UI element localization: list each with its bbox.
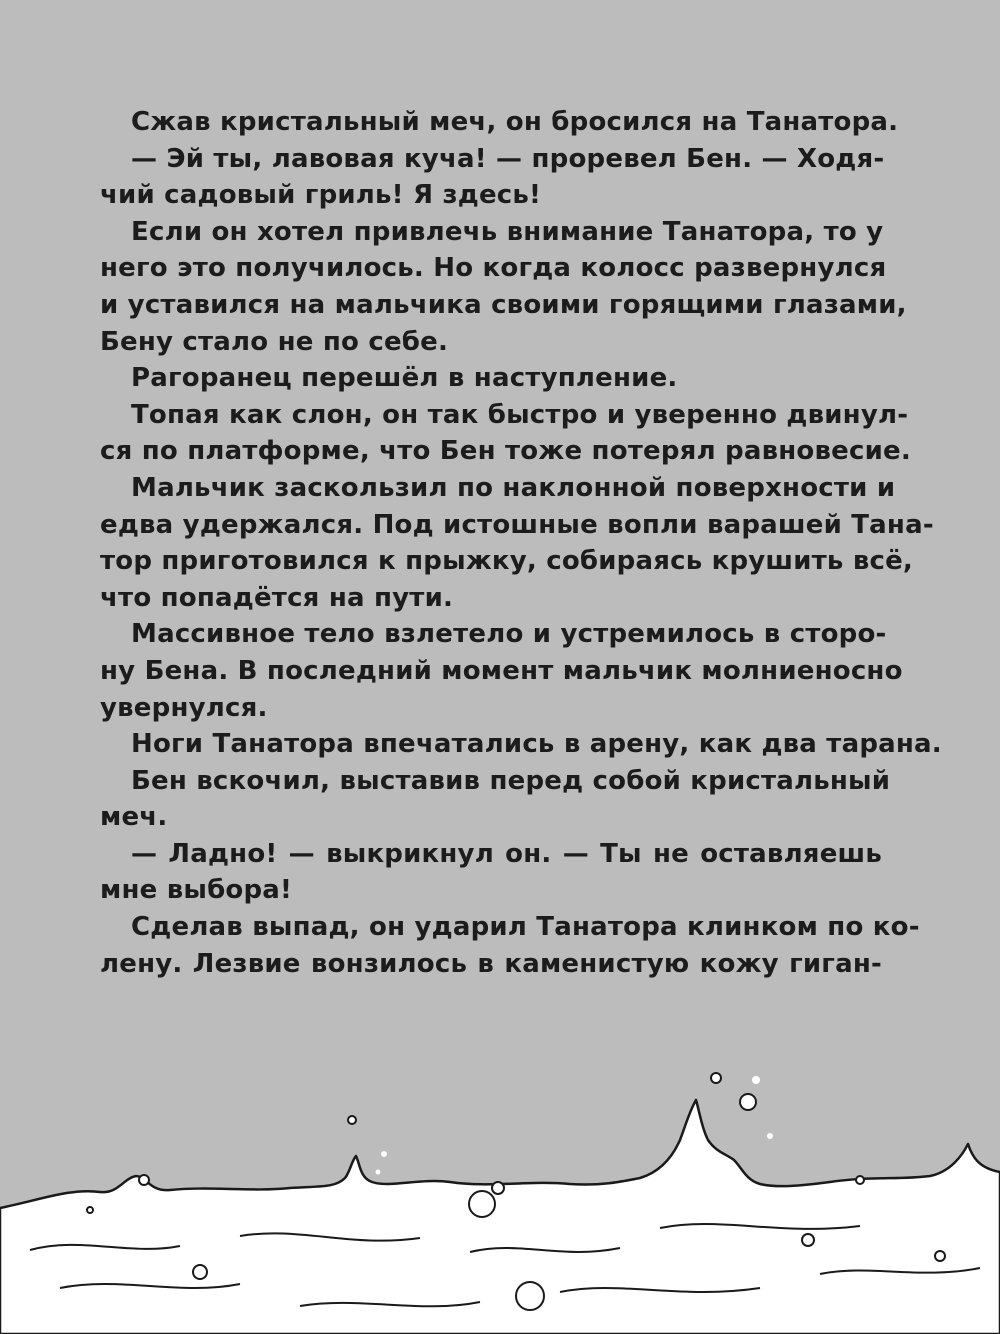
text-line: Бен вскочил, выставив перед собой кристальный xyxy=(131,765,891,796)
body-text xyxy=(100,104,942,982)
text-line: меч. xyxy=(100,802,168,833)
text-line: едва удержался. Под истошные вопли варашей Тана- xyxy=(100,509,934,540)
lava-splash-icon xyxy=(0,1060,1000,1334)
text-line: Сделав выпад, он ударил Танатора клинком по ко- xyxy=(131,912,920,943)
text-line: Ноги Танатора впечатались в арену, как два тарана. xyxy=(131,729,942,760)
text-line: Если он хотел привлечь внимание Танатора, то у xyxy=(131,216,884,247)
text-line: Рагоранец перешёл в наступление. xyxy=(131,363,678,394)
text-line: Бену стало не по себе. xyxy=(100,326,449,357)
text-line: Массивное тело взлетело и устремилось в сторо- xyxy=(131,619,887,650)
text-line: мне выбора! xyxy=(100,875,293,906)
text-line: него это получилось. Но когда колосс развернулся xyxy=(100,253,887,284)
text-line: чий садовый гриль! Я здесь! xyxy=(100,180,542,211)
text-line: Сжав кристальный меч, он бросился на Танатора. xyxy=(131,107,899,137)
text-line: — Эй ты, лавовая куча! — проревел Бен. — Ходя- xyxy=(131,143,885,174)
text-line: Топая как слон, он так быстро и уверенно двинул- xyxy=(131,399,909,430)
text-line: — Ладно! — выкрикнул он. — Ты не оставляешь xyxy=(131,838,882,869)
text-line: ся по платформе, что Бен тоже потерял равновесие. xyxy=(100,436,911,467)
text-line: увернулся. xyxy=(100,692,268,723)
text-line: тор приготовился к прыжку, собираясь крушить всё, xyxy=(100,546,913,577)
text-line: и уставился на мальчика своими горящими глазами, xyxy=(100,289,907,320)
text-line: Мальчик заскользил по наклонной поверхности и xyxy=(131,472,896,503)
text-line: лену. Лезвие вонзилось в каменистую кожу гиган- xyxy=(100,948,882,979)
text-line: ну Бена. В последний момент мальчик молниеносно xyxy=(100,655,903,686)
text-line: что попадётся на пути. xyxy=(100,582,454,613)
